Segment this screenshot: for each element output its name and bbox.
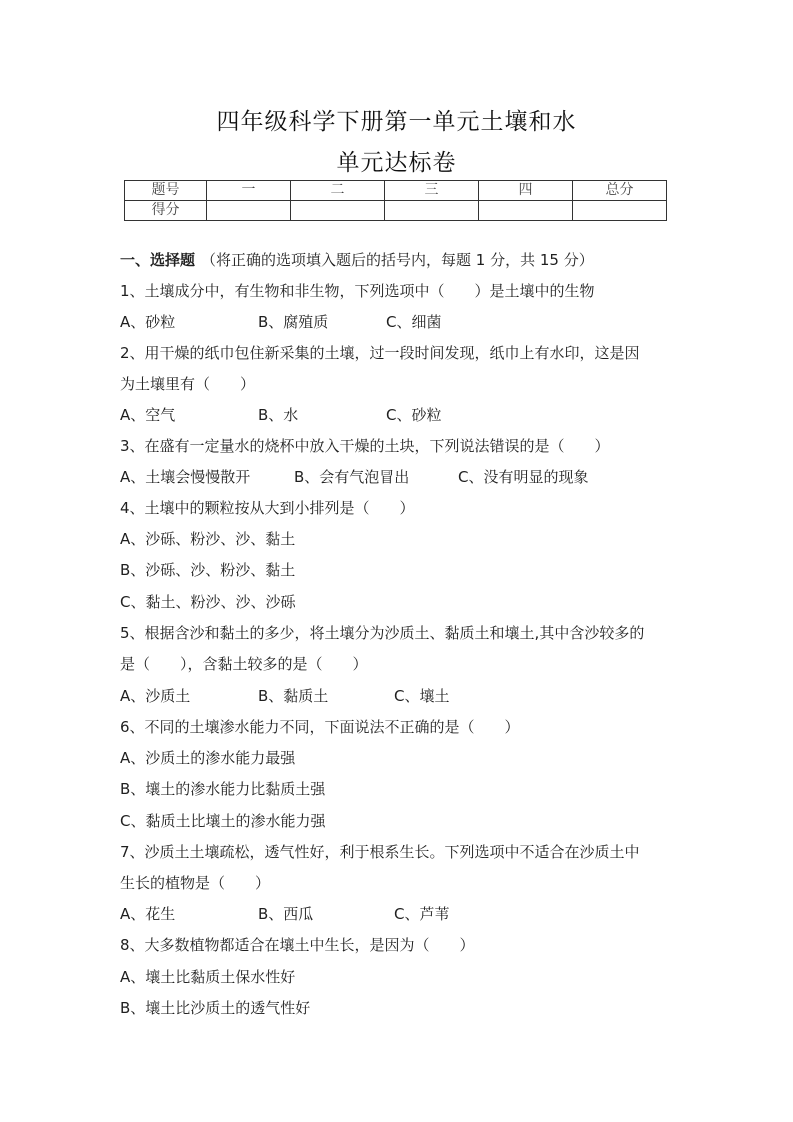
exam-title: 四年级科学下册第一单元土壤和水 bbox=[216, 109, 577, 135]
question-stem-continued: 生长的植物是（ ） bbox=[120, 874, 271, 892]
option-c: C、细菌 bbox=[386, 313, 442, 331]
option-b: B、腐殖质 bbox=[258, 313, 329, 331]
option-a: A、壤土比黏质土保水性好 bbox=[120, 968, 296, 986]
option-c: C、砂粒 bbox=[386, 406, 442, 424]
question-stem: 8、大多数植物都适合在壤土中生长，是因为（ ） bbox=[120, 936, 475, 954]
header-cell: 四 bbox=[479, 181, 573, 201]
question-stem: 1、土壤成分中，有生物和非生物，下列选项中（ ）是土壤中的生物 bbox=[120, 282, 595, 300]
score-cell bbox=[573, 201, 667, 221]
section-title: 一、选择题 bbox=[120, 251, 196, 269]
option-row bbox=[120, 467, 588, 487]
option-b: B、水 bbox=[258, 406, 299, 424]
score-cell bbox=[385, 201, 479, 221]
score-cell bbox=[207, 201, 291, 221]
option-a: A、砂粒 bbox=[120, 313, 176, 331]
header-cell: 一 bbox=[207, 181, 291, 201]
question-stem-continued: 是（ ），含黏土较多的是（ ） bbox=[120, 655, 368, 673]
question-stem: 5、根据含沙和黏土的多少，将土壤分为沙质土、黏质土和壤土,其中含沙较多的 bbox=[120, 624, 645, 642]
option-row bbox=[120, 312, 441, 332]
header-cell: 题号 bbox=[125, 181, 207, 201]
score-cell bbox=[291, 201, 385, 221]
option-c: C、芦苇 bbox=[394, 905, 450, 923]
question-stem: 6、不同的土壤渗水能力不同，下面说法不正确的是（ ） bbox=[120, 718, 520, 736]
option-a: A、土壤会慢慢散开 bbox=[120, 468, 251, 486]
question-stem: 7、沙质土土壤疏松，透气性好，利于根系生长。下列选项中不适合在沙质土中 bbox=[120, 843, 640, 861]
option-a: A、沙砾、粉沙、沙、黏土 bbox=[120, 530, 296, 548]
option-a: A、空气 bbox=[120, 406, 176, 424]
question-stem-continued: 为土壤里有（ ） bbox=[120, 375, 256, 393]
option-c: C、没有明显的现象 bbox=[458, 468, 589, 486]
question-stem: 3、在盛有一定量水的烧杯中放入干燥的土块，下列说法错误的是（ ） bbox=[120, 437, 610, 455]
header-cell: 总分 bbox=[573, 181, 667, 201]
score-cell bbox=[479, 201, 573, 221]
option-c: C、黏土、粉沙、沙、沙砾 bbox=[120, 593, 296, 611]
exam-subtitle: 单元达标卷 bbox=[336, 150, 457, 176]
option-a: A、沙质土 bbox=[120, 687, 191, 705]
option-b: B、会有气泡冒出 bbox=[294, 468, 410, 486]
option-b: B、壤土的渗水能力比黏质土强 bbox=[120, 780, 326, 798]
score-table-header-row bbox=[125, 181, 667, 201]
header-cell: 三 bbox=[385, 181, 479, 201]
option-a: A、花生 bbox=[120, 905, 176, 923]
option-b: B、西瓜 bbox=[258, 905, 314, 923]
option-b: B、黏质土 bbox=[258, 687, 329, 705]
question-stem: 2、用干燥的纸巾包住新采集的土壤，过一段时间发现，纸巾上有水印，这是因 bbox=[120, 344, 640, 362]
option-a: A、沙质土的渗水能力最强 bbox=[120, 749, 296, 767]
header-cell: 二 bbox=[291, 181, 385, 201]
score-table-score-row bbox=[125, 201, 667, 221]
option-c: C、壤土 bbox=[394, 687, 450, 705]
option-row bbox=[120, 904, 449, 924]
question-stem: 4、土壤中的颗粒按从大到小排列是（ ） bbox=[120, 499, 415, 517]
option-row bbox=[120, 686, 449, 706]
row-label-cell: 得分 bbox=[125, 201, 207, 221]
score-table bbox=[124, 180, 667, 221]
option-row bbox=[120, 405, 441, 425]
option-b: B、壤土比沙质土的透气性好 bbox=[120, 999, 311, 1017]
section-note: （将正确的选项填入题后的括号内，每题 1 分，共 15 分） bbox=[201, 251, 594, 269]
option-c: C、黏质土比壤土的渗水能力强 bbox=[120, 812, 326, 830]
option-b: B、沙砾、沙、粉沙、黏土 bbox=[120, 561, 296, 579]
section-heading bbox=[120, 250, 594, 270]
